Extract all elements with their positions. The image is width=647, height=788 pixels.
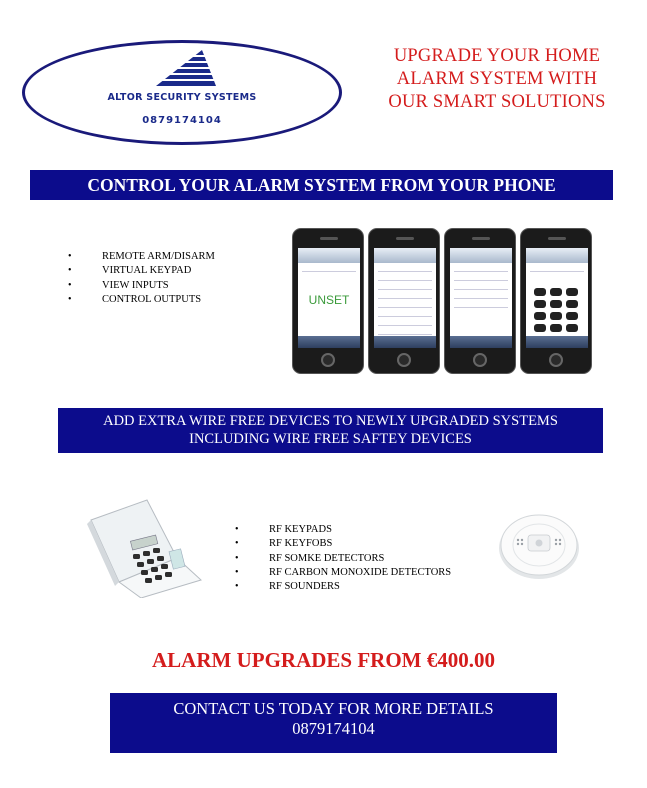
logo-company-name: ALTOR SECURITY SYSTEMS [107,92,257,103]
company-logo [22,40,342,145]
contact-text: CONTACT US TODAY FOR MORE DETAILS [173,699,494,718]
home-button-icon [473,353,487,367]
contact-phone: 0879174104 [292,719,375,738]
list-item: • RF KEYFOBS [235,537,451,551]
home-button-icon [321,353,335,367]
phone-screen [298,248,360,348]
logo-triangle-icon [150,48,222,88]
list-item: • RF SOMKE DETECTORS [235,552,451,566]
list-item: • RF CARBON MONOXIDE DETECTORS [235,566,451,580]
logo-phone-number: 0879174104 [142,115,222,126]
device-list [235,523,451,594]
phone-screen [526,248,588,348]
status-word: UNSET [308,293,350,307]
list-item: • CONTROL OUTPUTS [68,293,215,307]
phone-image [292,228,364,374]
home-button-icon [549,353,563,367]
phone-image [368,228,440,374]
banner-line: ADD EXTRA WIRE FREE DEVICES TO NEWLY UPGRADED SYSTEMS [103,413,558,429]
phone-feature-list [68,250,215,307]
contact-banner [110,693,557,753]
rf-keypad-icon [85,498,205,598]
phone-screen [374,248,436,348]
phone-image [520,228,592,374]
wire-free-devices-banner [58,408,603,453]
smoke-detector-icon [498,510,580,580]
list-item: • REMOTE ARM/DISARM [68,250,215,264]
phone-screen [450,248,512,348]
virtual-keypad-icon [534,288,580,332]
list-item: • VIEW INPUTS [68,279,215,293]
headline-line: ALARM SYSTEM WITH [396,69,598,89]
headline-line: UPGRADE YOUR HOME [393,46,601,66]
price-headline: ALARM UPGRADES FROM €400.00 [152,648,495,672]
list-item: • RF SOUNDERS [235,580,451,594]
list-item: • VIRTUAL KEYPAD [68,264,215,278]
headline [362,45,632,114]
headline-line: OUR SMART SOLUTIONS [388,92,606,112]
home-button-icon [397,353,411,367]
banner-line: INCLUDING WIRE FREE SAFTEY DEVICES [189,431,472,447]
phone-image [444,228,516,374]
list-item: • RF KEYPADS [235,523,451,537]
phone-control-banner: CONTROL YOUR ALARM SYSTEM FROM YOUR PHONE [30,170,613,200]
phone-app-screenshots [292,228,614,374]
